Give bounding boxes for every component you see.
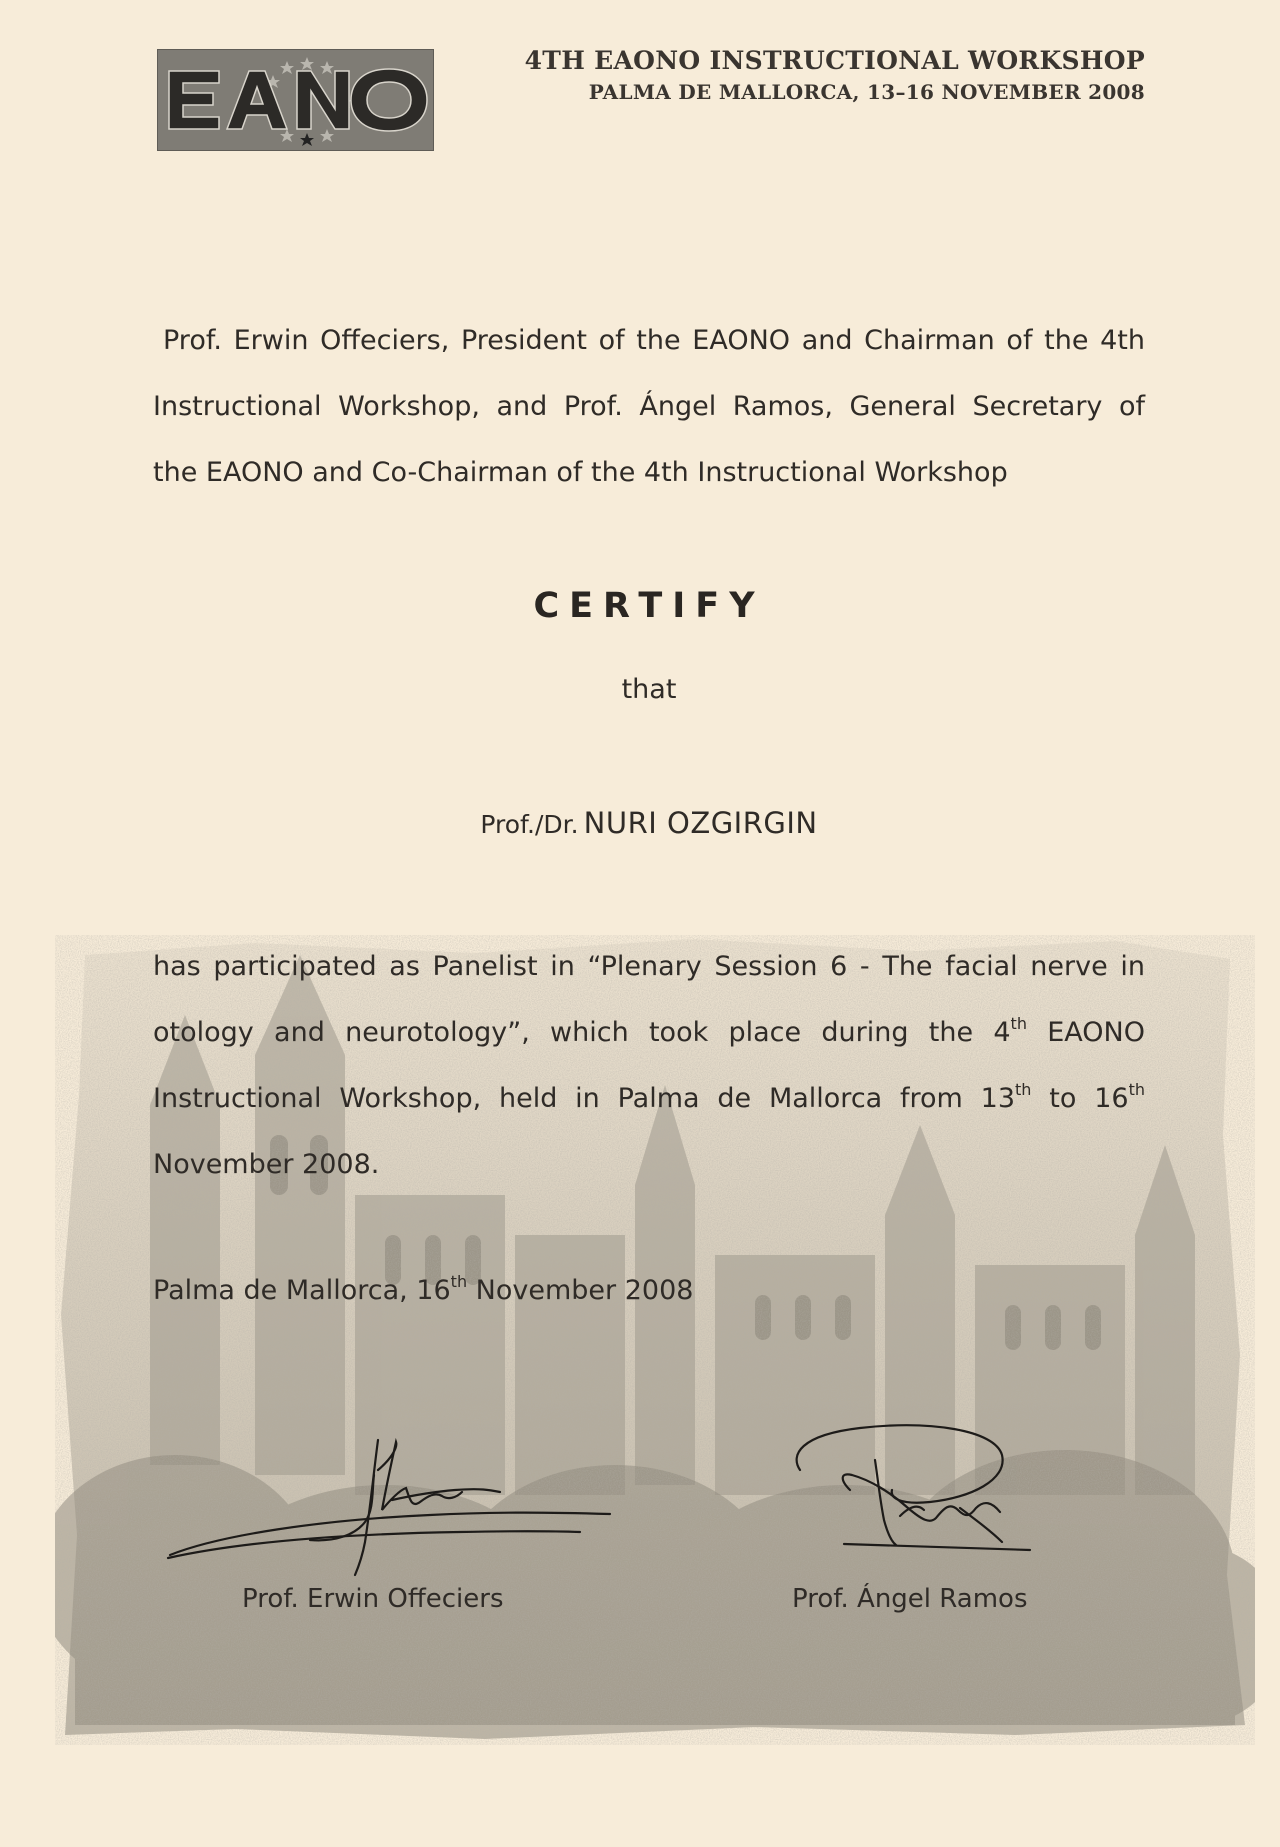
that-text: that [621, 674, 677, 705]
signature-ramos [780, 1420, 1050, 1570]
intro-paragraph [153, 308, 1145, 506]
participation-paragraph [153, 934, 1145, 1198]
participation-line [153, 1000, 1145, 1066]
participation-text: EAONO [1026, 1017, 1145, 1048]
eano-logo [157, 49, 434, 151]
participation-text: Instructional Workshop, held in Palma de Mallorca from 13 [153, 1083, 1016, 1114]
participation-line [153, 1066, 1145, 1132]
recipient [0, 806, 1280, 840]
certify-heading: CERTIFY [533, 586, 765, 626]
ordinal-suffix: th [1128, 1080, 1145, 1099]
participation-line: November 2008. [153, 1149, 380, 1180]
ordinal-suffix: th [1010, 1014, 1027, 1033]
signer-name-right: Prof. Ángel Ramos [792, 1584, 1028, 1614]
recipient-title: Prof./Dr. [480, 810, 579, 839]
header-place-date: PALMA DE MALLORCA, 13–16 NOVEMBER 2008 [588, 80, 1145, 104]
intro-line: Prof. Erwin Offeciers, President of the EAONO and Chairman of the 4th [163, 325, 1145, 356]
place-date-text: Palma de Mallorca, 16 [153, 1275, 451, 1306]
ordinal-suffix: th [1015, 1080, 1032, 1099]
signature-offeciers [160, 1430, 620, 1580]
intro-line: the EAONO and Co-Chairman of the 4th Instructional Workshop [153, 457, 1008, 488]
participation-line: has participated as Panelist in “Plenary Session 6 - The facial nerve in [153, 951, 1145, 982]
header-title: 4TH EAONO INSTRUCTIONAL WORKSHOP [524, 46, 1145, 75]
place-and-date [153, 1272, 694, 1306]
signer-name-left: Prof. Erwin Offeciers [242, 1584, 504, 1614]
participation-text: to 16 [1031, 1083, 1129, 1114]
recipient-name: NURI OZGIRGIN [583, 806, 818, 840]
intro-line: Instructional Workshop, and Prof. Ángel Ramos, General Secretary of [153, 391, 1145, 422]
participation-text: otology and neurotology”, which took place during the 4 [153, 1017, 1011, 1048]
workshop-header [525, 44, 1145, 106]
place-date-text: November 2008 [467, 1275, 694, 1306]
ordinal-suffix: th [450, 1272, 468, 1291]
